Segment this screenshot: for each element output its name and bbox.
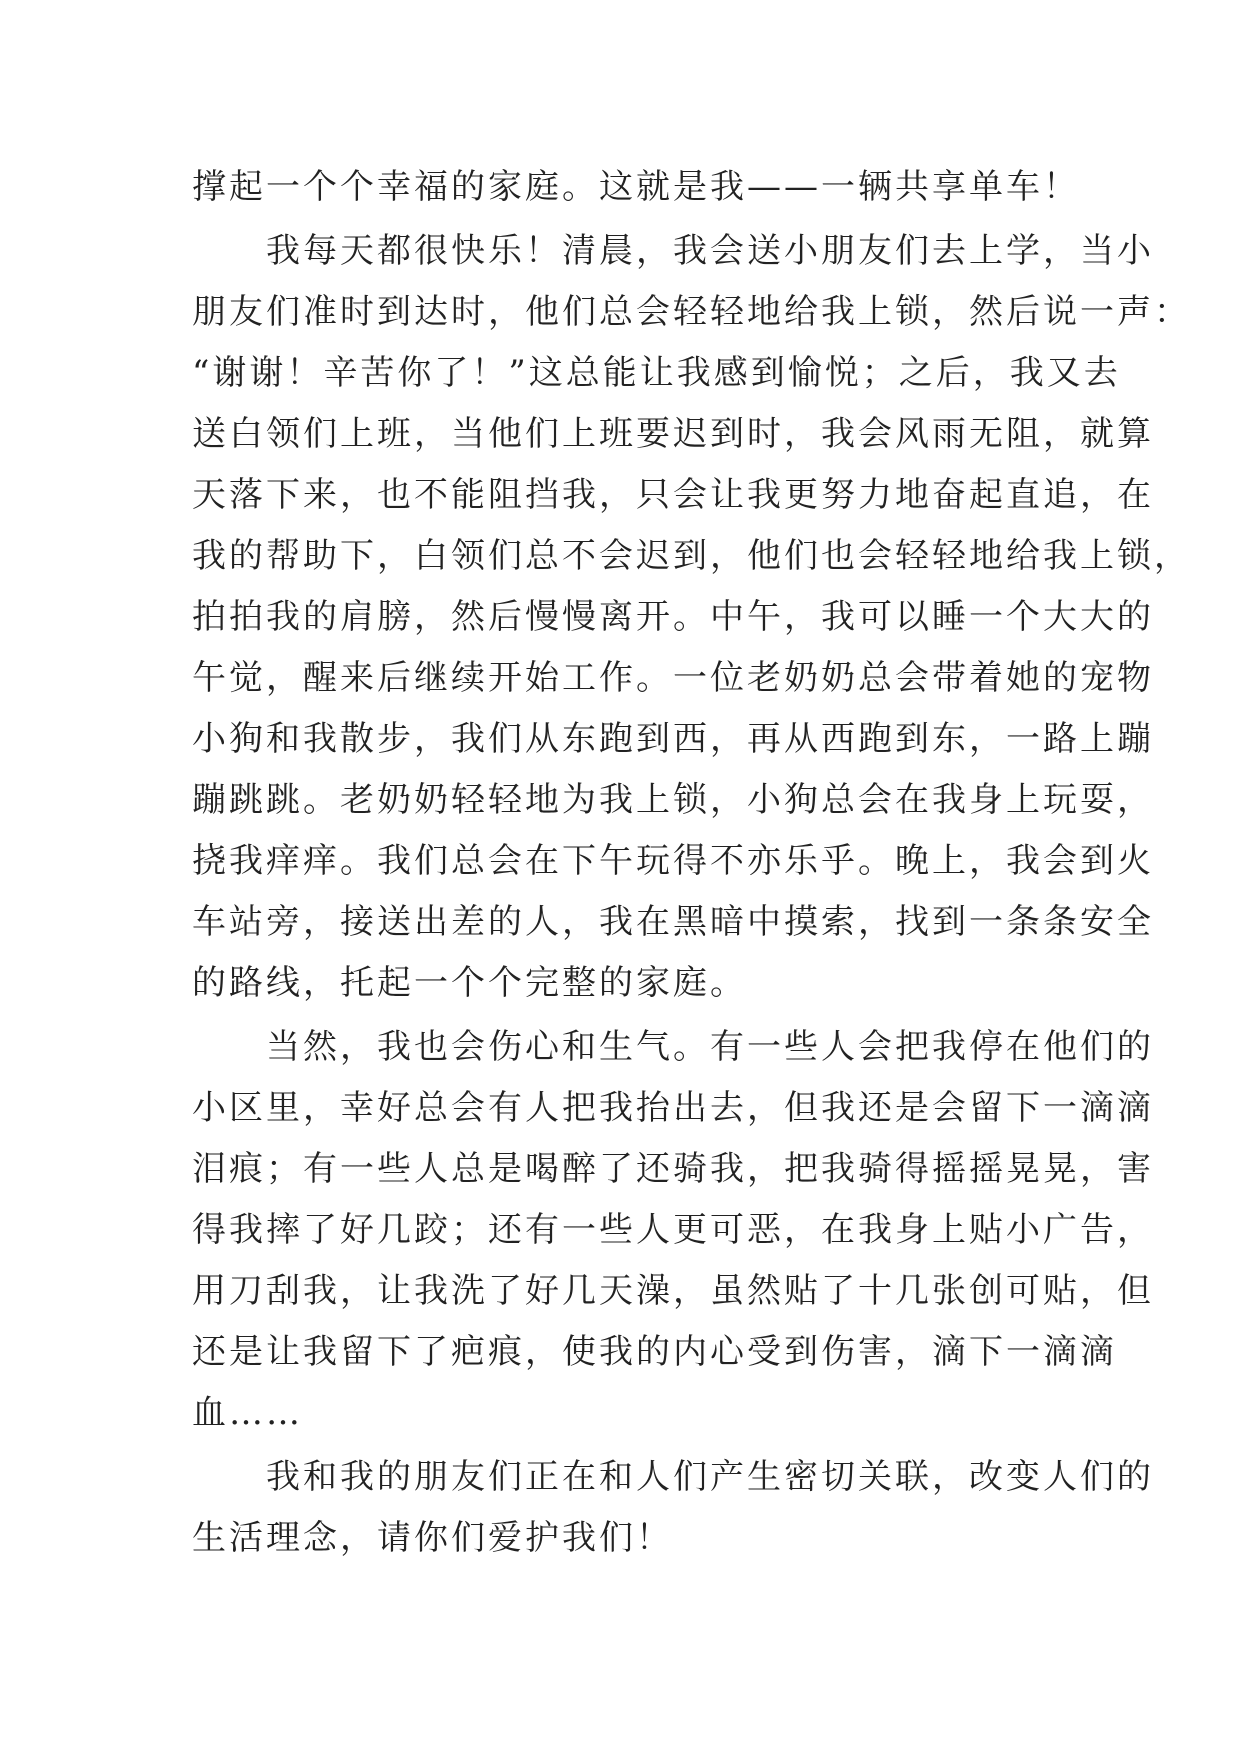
text-line: 送白领们上班，当他们上班要迟到时，我会风雨无阻，就算 [192, 414, 1154, 454]
paragraph [192, 1447, 1154, 1569]
text-line: 小区里，幸好总会有人把我抬出去，但我还是会留下一滴滴 [192, 1088, 1154, 1128]
text-line: 我和我的朋友们正在和人们产生密切关联，改变人们的 [192, 1457, 1154, 1497]
text-line: 泪痕；有一些人总是喝醉了还骑我，把我骑得摇摇晃晃，害 [192, 1149, 1154, 1189]
paragraph [192, 157, 1080, 218]
paragraph [192, 221, 1191, 1014]
text-line: 的路线，托起一个个完整的家庭。 [192, 963, 747, 1003]
paragraph [192, 1017, 1154, 1444]
text-line: 还是让我留下了疤痕，使我的内心受到伤害，滴下一滴滴 [192, 1332, 1117, 1372]
text-line: 挠我痒痒。我们总会在下午玩得不亦乐乎。晚上，我会到火 [192, 841, 1154, 881]
text-line: “谢谢！辛苦你了！”这总能让我感到愉悦；之后，我又去 [192, 353, 1121, 393]
text-line: 天落下来，也不能阻挡我，只会让我更努力地奋起直追，在 [192, 475, 1154, 515]
text-line: 拍拍我的肩膀，然后慢慢离开。中午，我可以睡一个大大的 [192, 597, 1154, 637]
text-line: 得我摔了好几跤；还有一些人更可恶，在我身上贴小广告， [192, 1210, 1154, 1250]
text-line: 我的帮助下，白领们总不会迟到，他们也会轻轻地给我上锁， [192, 536, 1191, 576]
text-line: 我每天都很快乐！清晨，我会送小朋友们去上学，当小 [192, 231, 1154, 271]
text-line: 蹦跳跳。老奶奶轻轻地为我上锁，小狗总会在我身上玩耍， [192, 780, 1154, 820]
text-line: 生活理念，请你们爱护我们！ [192, 1518, 673, 1558]
text-line: 当然，我也会伤心和生气。有一些人会把我停在他们的 [192, 1027, 1154, 1067]
text-line: 午觉，醒来后继续开始工作。一位老奶奶总会带着她的宠物 [192, 658, 1154, 698]
text-line: 撑起一个个幸福的家庭。这就是我——一辆共享单车！ [192, 167, 1080, 207]
document-body [192, 157, 1191, 1569]
text-line: 血…… [192, 1393, 303, 1433]
text-line: 小狗和我散步，我们从东跑到西，再从西跑到东，一路上蹦 [192, 719, 1154, 759]
text-line: 车站旁，接送出差的人，我在黑暗中摸索，找到一条条安全 [192, 902, 1154, 942]
text-line: 用刀刮我，让我洗了好几天澡，虽然贴了十几张创可贴，但 [192, 1271, 1154, 1311]
text-line: 朋友们准时到达时，他们总会轻轻地给我上锁，然后说一声： [192, 292, 1191, 332]
